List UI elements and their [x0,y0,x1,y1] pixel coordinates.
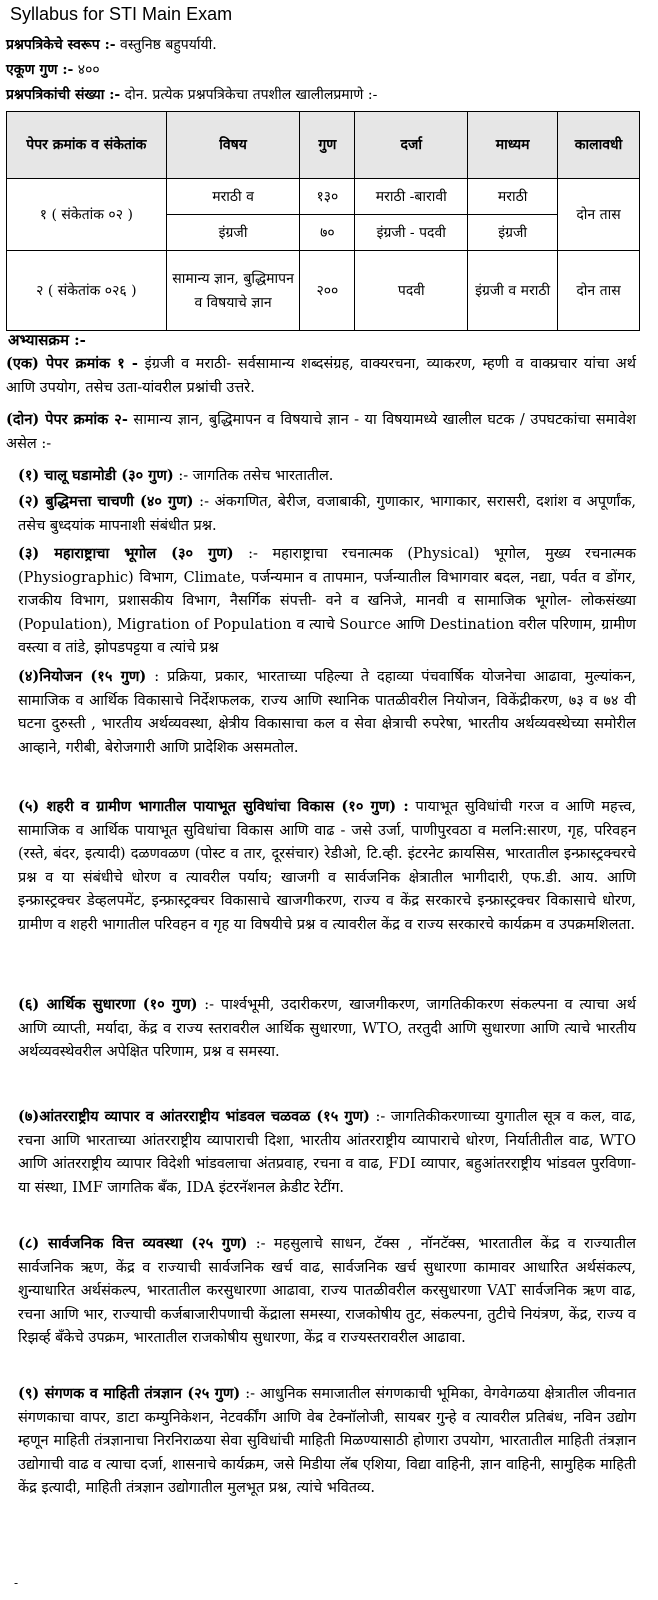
topic-economic-reforms [18,993,636,1065]
topic-body: :- जागतिकीकरणाच्या युगातील सूत्र व कल, वाढ, रचना आणि भारताच्या आंतरराष्ट्रीय व्यापाराची दिशा, भारतीय आंतरराष्ट्रीय व्यापाराचे धोरण, निर्यातीतील वाढ, WTO आणि आंतरराष्ट्रीय व्यापार विदेशी भांडवलाचा अंतप्रवाह, रचना व वाढ, FDI व्यापार, बहुआंतरराष्ट्रीय भांडवल पुरविणा-या संस्था, IMF जागतिक बँक, IDA इंटरनॅशनल क्रेडीट रेटींग. [18,1109,636,1196]
paper2-medium: इंग्रजी व मराठी [468,251,558,331]
topic-body: :- आधुनिक समाजातील संगणकाची भूमिका, वेगवेगळया क्षेत्रातील जीवनात संगणकाचा वापर, डाटा कम्युनिकेशन, नेटवर्कींग आणि वेब टेक्नॉलोजी, सायबर गुन्हे व त्यावरील प्रतिबंध, नविन उद्योग म्हणून माहिती तंत्रज्ञानाचा निरनिराळया सेवा सुविधांची माहिती मिळण्यासाठी होणारा उपयोग, भारतातील माहिती तंत्रज्ञान उद्योगाची वाढ व त्याचा दर्जा, शासनाचे कार्यक्रम, जसे मिडीया लॅब एशिया, विद्या वाहिनी, ज्ञान वाहिनी, सामुहिक माहिती केंद्र इत्यादी, माहिती तंत्रज्ञान उद्योगातील मुलभूत प्रश्न, त्यांचे भवितव्य. [18,1386,636,1496]
topic-current-affairs [18,464,636,489]
paper2-body: सामान्य ज्ञान, बुद्धिमापन व विषयाचे ज्ञान - या विषयामध्ये खालील घटक / उपघटकांचा समावेश असेल :- [6,412,636,452]
paper2-lead: (दोन) पेपर क्रमांक २- [6,411,128,428]
exam-table [6,111,640,331]
col-header-marks: गुण [300,112,355,179]
paper1-body: इंग्रजी व मराठी- सर्वसामान्य शब्दसंग्रह, वाक्यरचना, व्याकरण, म्हणी व वाक्प्रचार यांचा अर्थ आणि उपयोग, तसेच उता-यांवरील प्रश्नांची उत्तरे. [6,356,636,396]
total-marks-line [6,60,100,79]
question-format-value: वस्तुनिष्ठ बहुपर्यायी. [115,37,217,53]
paper1-subject-1: मराठी व [166,179,300,215]
paper2-code: २ ( संकेतांक ०२६ ) [7,251,167,331]
paper1-level-1: मराठी -बारावी [355,179,468,215]
paper2-marks: २०० [300,251,355,331]
topic-body: :- पार्श्वभूमी, उदारीकरण, खाजगीकरण, जागतिकीकरण संकल्पना व त्याचा अर्थ आणि व्याप्ती, मर्यादा, केंद्र व राज्य स्तरावरील आर्थिक सुधारणा, WTO, तरतुदी आणि सुधारणा आणि त्याचे भारतीय अर्थव्यवस्थेवरील अपेक्षित परिणाम, प्रश्न व समस्या. [18,997,636,1060]
topic-head: (५) शहरी व ग्रामीण भागातील पायाभूत सुविधांचा विकास (१० गुण) : [18,798,409,815]
paper1-description [6,352,636,400]
topic-body: : प्रक्रिया, प्रकार, भारताच्या पहिल्या ते दहाव्या पंचवार्षिक योजनेचा आढावा, मुल्यांकन, सामाजिक व आर्थिक विकासाचे निर्देशफलक, राज्य आणि स्थानिक पातळीवरील नियोजन, विकेंद्रीकरण, ७३ व ७४ वी घटना दुरुस्ती , भारतीय अर्थव्यवस्था, क्षेत्रीय विकासाचा कल व सेवा क्षेत्राची रुपरेषा, भारतीय अर्थव्यवस्थेच्या समोरील आव्हाने, गरीबी, बेरोजगारी आणि प्रादेशिक असमतोल. [18,669,636,756]
topic-head: (७)आंतरराष्ट्रीय व्यापार व आंतरराष्ट्रीय भांडवल चळवळ (१५ गुण) [18,1108,370,1125]
topic-head: (२) बुद्धिमत्ता चाचणी (४० गुण) [18,493,194,510]
paper1-duration: दोन तास [558,179,640,251]
topic-planning [18,665,636,760]
paper2-description [6,408,636,456]
table-header-row [7,112,640,179]
paper-count-line [6,85,377,104]
topic-body: :- अंकगणित, बेरीज, वजाबाकी, गुणाकार, भागाकार, सरासरी, दशांश व अपूर्णांक, तसेच बुध्दयांक मापनाशी संबंधीत प्रश्न. [18,494,636,534]
page-title: Syllabus for STI Main Exam [10,4,233,24]
question-format-label: प्रश्नपत्रिकेचे स्वरूप :- [6,37,116,53]
col-header-level: दर्जा [355,112,468,179]
paper1-level-2: इंग्रजी - पदवी [355,215,468,251]
paper1-subject-2: इंग्रजी [166,215,300,251]
col-header-medium: माध्यम [468,112,558,179]
total-marks-value: ४०० [73,62,100,78]
topic-intelligence-test [18,490,636,538]
question-format-line [6,35,217,54]
table-row [7,179,640,215]
paper2-subject: सामान्य ज्ञान, बुद्धिमापन व विषयाचे ज्ञान [166,251,300,331]
topic-head: (४)नियोजन (१५ गुण) [18,668,147,685]
total-marks-label: एकूण गुण :- [6,62,74,78]
topic-body: पायाभूत सुविधांची गरज व आणि महत्त्व, सामाजिक व आर्थिक पायाभूत सुविधांचा विकास आणि वाढ - जसे उर्जा, पाणीपुरवठा व मलनि:सारण, गृह, परिवहन (रस्ते, बंदर, इत्यादी) दळणवळण (पोस्ट व तार, दूरसंचार) रेडीओ, टि.व्ही. इंटरनेट क्रायसिस, भारतातील इन्फ्रास्ट्रक्चरचे प्रश्न व या संबंधीचे धोरण व त्यावरील पर्याय; खाजगी व सार्वजनिक क्षेत्रातील भागीदारी, एफ.डी. आय. आणि इन्फ्रास्ट्रक्चर डेव्हलपमेंट, इन्फ्रास्ट्रक्चर विकासाचे खाजगीकरण, राज्य व केंद्र सरकारचे इन्फ्रास्ट्रक्चर विकासाचे धोरण, ग्रामीण व शहरी भागातील परिवहन व गृह या विषयीचे प्रश्न व त्यावरील केंद्र व राज्य सरकारचे कार्यक्रम व उपक्रमशिलता. [18,799,637,933]
table-row [7,251,640,331]
topic-international-trade [18,1105,636,1200]
topic-body: :- महाराष्ट्राचा रचनात्मक (Physical) भूगोल, मुख्य रचनात्मक (Physiographic) विभाग, Climate, पर्जन्यमान व तापमान, पर्जन्यातील विभागवार बदल, नद्या, पर्वत व डोंगर, राजकीय विभाग, प्रशासकीय विभाग, नैसर्गिक संपत्ती- वने व खनिजे, मानवी व सामाजिक भूगोल- लोकसंख्या (Population), Migration of Population व त्याचे Source आणि Destination वरील परिणाम, ग्रामीण वस्त्या व तांडे, झोपडपट्टया व त्यांचे प्रश्न [18,546,636,656]
topic-head: (९) संगणक व माहिती तंत्रज्ञान (२५ गुण) [18,1385,241,1402]
paper2-duration: दोन तास [558,251,640,331]
paper-count-label: प्रश्नपत्रिकांची संख्या :- [6,87,121,103]
topic-maharashtra-geography [18,542,636,661]
paper1-marks-1: १३० [300,179,355,215]
syllabus-heading: अभ्यासक्रम :- [8,331,86,349]
paper-count-value: दोन. प्रत्येक प्रश्नपत्रिकेचा तपशील खालीलप्रमाणे :- [120,87,378,103]
topic-head: (१) चालू घडामोडी (३० गुण) [18,467,174,484]
paper2-level: पदवी [355,251,468,331]
col-header-paper: पेपर क्रमांक व संकेतांक [7,112,167,179]
topic-head: (८) सार्वजनिक वित्त व्यवस्था (२५ गुण) [18,1235,248,1252]
col-header-duration: कालावधी [558,112,640,179]
topic-public-finance [18,1232,636,1351]
topic-head: (६) आर्थिक सुधारणा (१० गुण) [18,996,198,1013]
paper1-code: १ ( संकेतांक ०२ ) [7,179,167,251]
topic-computer-it [18,1382,636,1501]
paper1-medium-1: मराठी [468,179,558,215]
topic-head: (३) महाराष्ट्राचा भूगोल (३० गुण) [18,545,234,562]
topic-body: :- महसुलाचे साधन, टॅक्स , नॉनटॅक्स, भारतातील केंद्र व राज्यातील सार्वजनिक ऋण, केंद्र व राज्याची सार्वजनिक खर्च वाढ, सार्वजनिक खर्च सुधारणा कामावर आधारित अर्थसंकल्प, शुन्याधारित अर्थसंकल्प, भारतातील करसुधारणा आढावा, राज्य पातळीवरील करसुधारणा VAT सार्वजनिक ऋण वाढ, रचना आणि भार, राज्याची कर्जबाजारीपणाची केंद्राला समस्या, राजकोषीय तुट, संकल्पना, तुटीचे नियंत्रण, केंद्र, राज्य व रिझर्व्ह बँकेचे उपक्रम, भारतातील राजकोषीय सुधारणा, केंद्र व राज्यस्तरावरील आढावा. [18,1236,636,1346]
topic-body: :- जागतिक तसेच भारतातील. [173,468,334,484]
paper1-marks-2: ७० [300,215,355,251]
paper1-medium-2: इंग्रजी [468,215,558,251]
col-header-subject: विषय [166,112,300,179]
topic-infrastructure [18,795,636,937]
paper1-lead: (एक) पेपर क्रमांक १ - [6,355,138,372]
footer-mark: - [14,1576,19,1590]
